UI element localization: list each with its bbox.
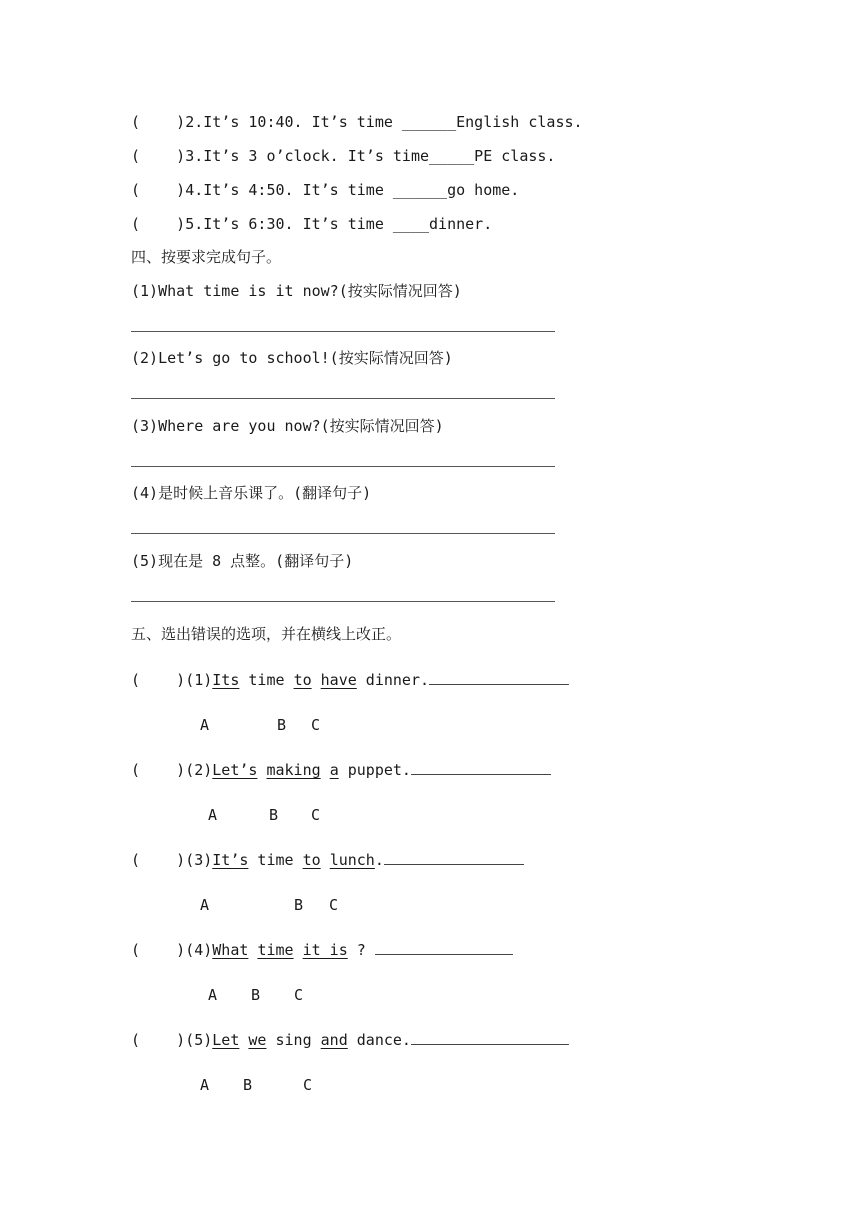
option-c: lunch (329, 851, 375, 869)
plain-text: dance. (347, 1031, 411, 1049)
answer-paren[interactable]: ( ) (131, 671, 186, 689)
item-number: (1) (185, 671, 213, 689)
item-number: (4) (185, 941, 213, 959)
letter-a: A (200, 896, 210, 914)
letter-b: B (294, 896, 304, 914)
option-b: time (257, 941, 294, 959)
plain-text: . (374, 851, 384, 869)
q3-item-3 (131, 146, 555, 166)
plain-text (321, 851, 330, 869)
option-b: to (293, 671, 312, 689)
option-b: making (266, 761, 321, 779)
section-4-heading: 四、按要求完成句子。 (131, 248, 282, 266)
q4-item-2: (2)Let’s go to school!(按实际情况回答) (131, 349, 453, 367)
q4-item-4: (4)是时候上音乐课了。(翻译句子) (131, 484, 372, 502)
answer-paren[interactable]: ( ) (131, 147, 186, 165)
option-b: to (302, 851, 321, 869)
correction-blank[interactable] (384, 850, 524, 865)
letter-c: C (294, 986, 304, 1004)
plain-text: puppet. (338, 761, 411, 779)
answer-paren[interactable]: ( ) (131, 215, 186, 233)
item-text: 2.It’s 10:40. It’s time ______English class. (185, 113, 583, 131)
q5-item-2 (131, 760, 551, 780)
q5-item-5 (131, 1030, 569, 1050)
q5-item-1 (131, 670, 569, 690)
q4-item-1: (1)What time is it now?(按实际情况回答) (131, 282, 462, 300)
q5-item-4 (131, 940, 513, 960)
answer-paren[interactable]: ( ) (131, 941, 186, 959)
item-text: 3.It’s 3 o’clock. It’s time_____PE class. (185, 147, 556, 165)
plain-text: dinner. (356, 671, 430, 689)
option-a: Its (212, 671, 240, 689)
answer-line[interactable] (131, 533, 555, 534)
item-text: 4.It’s 4:50. It’s time ______go home. (185, 181, 520, 199)
option-c: and (320, 1031, 348, 1049)
letter-b: B (269, 806, 279, 824)
plain-text (312, 671, 321, 689)
q4-item-5: (5)现在是 8 点整。(翻译句子) (131, 552, 354, 570)
option-b: we (248, 1031, 267, 1049)
answer-paren[interactable]: ( ) (131, 113, 186, 131)
plain-text: time (248, 851, 303, 869)
answer-paren[interactable]: ( ) (131, 1031, 186, 1049)
item-number: (5) (185, 1031, 213, 1049)
q3-item-5 (131, 214, 492, 234)
correction-blank[interactable] (411, 760, 551, 775)
q4-item-3: (3)Where are you now?(按实际情况回答) (131, 417, 444, 435)
plain-text (321, 761, 330, 779)
answer-paren[interactable]: ( ) (131, 181, 186, 199)
letter-c: C (303, 1076, 313, 1094)
option-a: What (212, 941, 249, 959)
letter-c: C (311, 806, 321, 824)
item-number: (3) (185, 851, 213, 869)
answer-line[interactable] (131, 601, 555, 602)
item-text: 5.It’s 6:30. It’s time ____dinner. (185, 215, 493, 233)
plain-text: sing (266, 1031, 321, 1049)
letter-a: A (208, 806, 218, 824)
correction-blank[interactable] (429, 670, 569, 685)
option-c: a (329, 761, 339, 779)
item-number: (2) (185, 761, 213, 779)
answer-line[interactable] (131, 398, 555, 399)
option-a: It’s (212, 851, 249, 869)
letter-c: C (329, 896, 339, 914)
q5-item-3 (131, 850, 524, 870)
q3-item-2 (131, 112, 583, 132)
option-c: have (320, 671, 357, 689)
answer-paren[interactable]: ( ) (131, 851, 186, 869)
correction-blank[interactable] (375, 940, 513, 955)
letter-a: A (200, 716, 210, 734)
plain-text (294, 941, 303, 959)
letter-c: C (311, 716, 321, 734)
letter-b: B (251, 986, 261, 1004)
letter-a: A (208, 986, 218, 1004)
letter-b: B (277, 716, 287, 734)
option-a: Let (212, 1031, 240, 1049)
letter-a: A (200, 1076, 210, 1094)
answer-paren[interactable]: ( ) (131, 761, 186, 779)
plain-text: ? (347, 941, 375, 959)
section-5-heading: 五、选出错误的选项，并在横线上改正。 (131, 625, 402, 643)
option-c: it is (302, 941, 348, 959)
plain-text: time (239, 671, 294, 689)
answer-line[interactable] (131, 466, 555, 467)
letter-b: B (243, 1076, 253, 1094)
correction-blank[interactable] (411, 1030, 569, 1045)
answer-line[interactable] (131, 331, 555, 332)
option-a: Let’s (212, 761, 258, 779)
q3-item-4 (131, 180, 519, 200)
